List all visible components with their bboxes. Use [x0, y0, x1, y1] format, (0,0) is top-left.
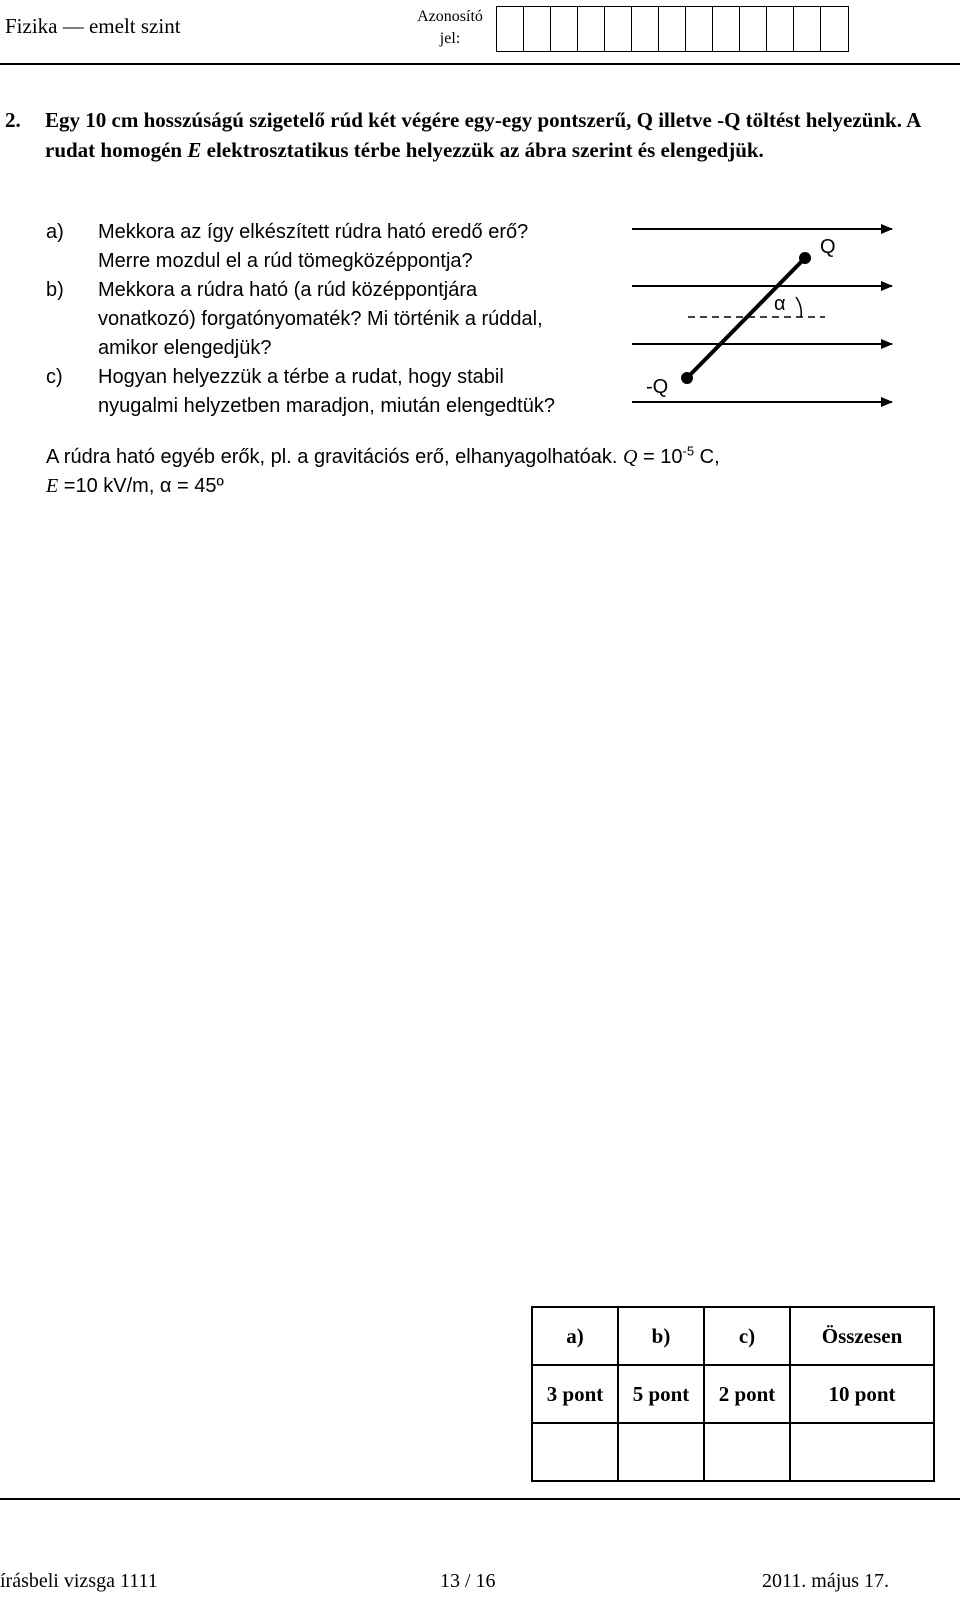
positive-charge — [799, 252, 811, 264]
subquestion-line: Mekkora az így elkészített rúdra ható eredő erő? — [98, 221, 529, 243]
id-box[interactable] — [713, 7, 740, 51]
question-text-part1: Egy 10 cm hosszúságú szigetelő rúd két végére egy-egy pontszerű, Q illetve -Q töltést helyezünk. A rudat homogén — [45, 108, 921, 162]
negative-charge-label: -Q — [646, 376, 669, 398]
question — [5, 105, 935, 165]
id-boxes — [496, 6, 849, 52]
id-box[interactable] — [686, 7, 713, 51]
id-box[interactable] — [497, 7, 524, 51]
score-header-cell: b) — [618, 1307, 704, 1365]
subquestion-line: vonatkozó) forgatónyomaték? Mi történik a rúddal, — [98, 308, 543, 330]
id-label-line1: Azonosító — [417, 8, 483, 25]
note-part2: = 10 — [637, 446, 683, 468]
note-part1: A rúdra ható egyéb erők, pl. a gravitációs erő, elhanyagolhatóak. — [46, 446, 624, 468]
score-header-cell: Összesen — [790, 1307, 934, 1365]
score-header-row — [532, 1307, 934, 1365]
note-exponent: -5 — [682, 443, 695, 459]
footer-exam-code: írásbeli vizsga 1111 — [0, 1570, 158, 1592]
score-achieved-cell[interactable] — [532, 1423, 618, 1481]
subquestions — [46, 218, 626, 421]
id-box[interactable] — [605, 7, 632, 51]
field-diagram — [620, 210, 930, 420]
id-box[interactable] — [740, 7, 767, 51]
header-rule — [0, 63, 960, 65]
header-title: Fizika — emelt szint — [5, 14, 181, 38]
subquestion-label: a) — [46, 221, 64, 243]
id-label — [412, 6, 488, 50]
id-box[interactable] — [794, 7, 821, 51]
id-box[interactable] — [551, 7, 578, 51]
angle-arc — [796, 297, 801, 317]
score-points-row — [532, 1365, 934, 1423]
score-header-cell: c) — [704, 1307, 790, 1365]
id-box[interactable] — [659, 7, 686, 51]
subquestion-label: c) — [46, 366, 63, 388]
footer-date: 2011. május 17. — [762, 1570, 890, 1592]
angle-label: α — [774, 293, 786, 315]
given-data-note — [46, 443, 926, 501]
score-header-cell: a) — [532, 1307, 618, 1365]
score-achieved-row — [532, 1423, 934, 1481]
subquestion-label: b) — [46, 279, 64, 301]
question-text — [45, 105, 935, 165]
question-text-E: E — [187, 138, 202, 162]
subquestion-line: nyugalmi helyzetben maradjon, miután elengedtük? — [98, 395, 555, 417]
score-achieved-cell[interactable] — [790, 1423, 934, 1481]
note-E: E — [46, 475, 59, 497]
question-text-part2: elektrosztatikus térbe helyezzük az ábra szerint és elengedjük. — [201, 138, 764, 162]
subquestion-line: Mekkora a rúdra ható (a rúd középpontjára — [98, 279, 478, 301]
score-table — [531, 1306, 935, 1482]
subquestion-line: amikor elengedjük? — [98, 337, 272, 359]
id-box[interactable] — [632, 7, 659, 51]
id-box[interactable] — [821, 7, 848, 51]
id-box[interactable] — [578, 7, 605, 51]
id-box[interactable] — [767, 7, 794, 51]
score-points-cell: 10 pont — [790, 1365, 934, 1423]
id-label-line2: jel: — [439, 30, 461, 47]
score-achieved-cell[interactable] — [704, 1423, 790, 1481]
subquestion-line: Hogyan helyezzük a térbe a rudat, hogy stabil — [98, 366, 504, 388]
subquestion-a — [46, 218, 626, 276]
footer-page-number: 13 / 16 — [440, 1570, 496, 1592]
question-number: 2. — [5, 108, 21, 132]
rod — [687, 258, 805, 378]
score-achieved-cell[interactable] — [618, 1423, 704, 1481]
note-part4: =10 kV/m, α = 45º — [58, 475, 224, 497]
score-points-cell: 5 pont — [618, 1365, 704, 1423]
footer-rule — [0, 1498, 960, 1500]
note-Q: Q — [623, 446, 638, 468]
subquestion-b — [46, 276, 626, 363]
subquestion-line: Merre mozdul el a rúd tömegközéppontja? — [98, 250, 473, 272]
note-part3: C, — [694, 446, 720, 468]
score-points-cell: 2 pont — [704, 1365, 790, 1423]
positive-charge-label: Q — [820, 236, 836, 258]
id-box[interactable] — [524, 7, 551, 51]
score-points-cell: 3 pont — [532, 1365, 618, 1423]
subquestion-c — [46, 363, 626, 421]
negative-charge — [681, 372, 693, 384]
